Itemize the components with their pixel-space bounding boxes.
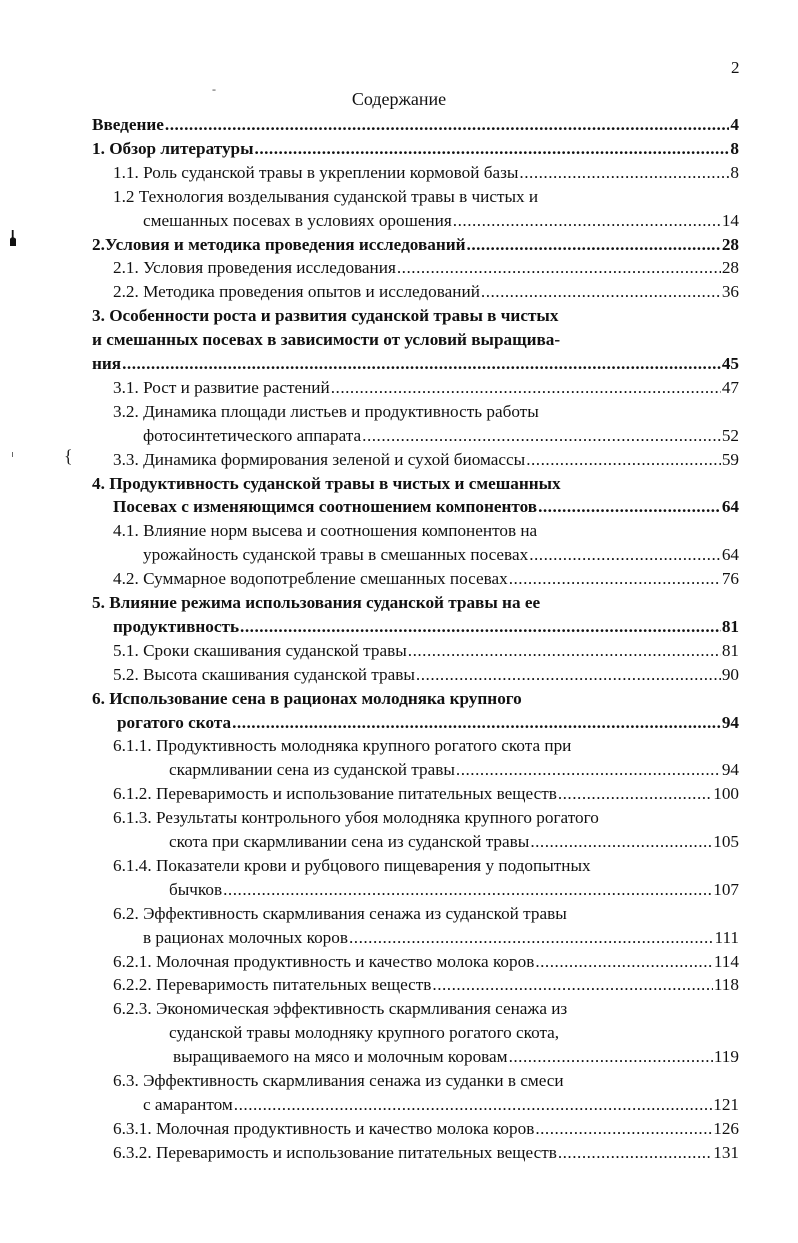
- toc-entry: [92, 113, 739, 137]
- dot-leader: [509, 567, 721, 591]
- toc-entry-page: 118: [713, 975, 739, 995]
- toc-entry-page: 114: [713, 951, 739, 971]
- dot-leader: [538, 495, 721, 519]
- toc-entry-page: 47: [721, 377, 739, 397]
- toc-entry-page: 45: [721, 354, 739, 373]
- toc-entry-line: 6.3. Эффективность скармливания сенажа из суданки в смеси: [113, 1071, 564, 1090]
- toc-entry: [113, 495, 739, 519]
- toc-entry-title: Посевах с изменяющимся соотношением компонентов: [113, 497, 538, 517]
- dot-leader: [535, 1117, 712, 1141]
- dot-leader: [397, 256, 721, 280]
- dot-leader: [481, 280, 721, 304]
- toc-entry-page: 76: [721, 569, 739, 589]
- toc-entry-title: 3.1. Рост и развитие растений: [113, 377, 330, 397]
- toc-entry-title: бычков: [169, 879, 223, 899]
- toc-entry-line: 3. Особенности роста и развития суданской травы в чистых: [92, 306, 559, 326]
- dot-leader: [408, 639, 721, 663]
- toc-entry-line: 6.2.3. Экономическая эффективность скармливания сенажа из: [113, 999, 568, 1019]
- toc-entry: [113, 161, 739, 185]
- toc-entry-page: 105: [713, 832, 739, 851]
- toc-entry: [173, 1045, 739, 1069]
- toc-entry-line: 6.1.1. Продуктивность молодняка крупного рогатого скота при: [113, 736, 572, 756]
- toc-entry: [143, 543, 739, 567]
- toc-entry-line: и смешанных посевах в зависимости от условий выращива-: [92, 330, 561, 350]
- dot-leader: [530, 830, 712, 854]
- toc-entry-line: 3.2. Динамика площади листьев и продуктивность работы: [113, 401, 539, 421]
- toc-entry: [113, 639, 739, 663]
- toc-entry-page: 28: [721, 258, 739, 278]
- toc-entry: [92, 137, 739, 161]
- toc-entry-title: 6.2.2. Переваримость питательных веществ: [113, 975, 432, 995]
- toc-entry-title: с амарантом: [143, 1094, 233, 1114]
- toc-entry-title: 6.1.2. Переваримость и использование питательных веществ: [113, 784, 557, 804]
- dot-leader: [509, 1045, 713, 1069]
- toc-entry: [143, 1093, 739, 1117]
- toc-entry-page: 52: [721, 425, 739, 445]
- toc-entry-line: 4.1. Влияние норм высева и соотношения компонентов на: [113, 521, 538, 541]
- toc-entry-title: смешанных посевах в условиях орошения: [143, 210, 452, 230]
- toc-entry-title: продуктивность: [113, 616, 240, 636]
- toc-entry-title: скармливании сена из суданской травы: [169, 760, 455, 780]
- scan-artifact-tick: [12, 452, 13, 457]
- toc-entry-page: 94: [721, 760, 739, 780]
- dot-leader: [535, 950, 713, 974]
- toc-entry: [92, 233, 739, 257]
- toc-entry-line: 6. Использование сена в рационах молодняка крупного: [92, 688, 522, 708]
- dot-leader: [519, 161, 729, 185]
- toc-entry-line: 5. Влияние режима использования суданской травы на ее: [92, 593, 541, 612]
- toc-entry-page: 64: [721, 497, 739, 517]
- toc-entry: [169, 878, 739, 902]
- toc-entry-title: 3.3. Динамика формирования зеленой и сухой биомассы: [113, 449, 526, 469]
- dot-leader: [526, 448, 721, 472]
- page-title: Содержание: [351, 89, 447, 109]
- toc-entry-page: 111: [714, 927, 739, 947]
- dot-leader: [529, 543, 721, 567]
- toc-entry-title: 1. Обзор литературы: [92, 138, 254, 158]
- toc-entry: [113, 448, 739, 472]
- dot-leader: [558, 782, 712, 806]
- toc-entry-title: 6.2.1. Молочная продуктивность и качество молока коров: [113, 951, 535, 971]
- toc-entry: [113, 256, 739, 280]
- toc-entry: [143, 424, 739, 448]
- toc-entry: [113, 1117, 739, 1141]
- toc-entry-title: рогатого скота: [117, 712, 232, 732]
- toc-entry-page: 94: [721, 712, 739, 732]
- dot-leader: [255, 137, 730, 161]
- page-number: 2: [731, 58, 740, 77]
- toc-entry-page: 81: [721, 640, 739, 660]
- toc-entry-title: выращиваемого на мясо и молочным коровам: [173, 1047, 508, 1067]
- toc-entry-line: 6.1.3. Результаты контрольного убоя молодняка крупного рогатого: [113, 808, 599, 828]
- toc-entry-page: 8: [730, 162, 739, 182]
- toc-entry-title: в рационах молочных коров: [143, 927, 348, 947]
- stray-mark: -: [212, 82, 216, 96]
- toc-entry-page: 59: [721, 449, 739, 469]
- toc-entry-title: Введение: [92, 115, 164, 134]
- toc-entry: [117, 711, 739, 735]
- toc-entry-page: 121: [713, 1094, 739, 1114]
- toc-entry: [113, 782, 739, 806]
- toc-entry: [113, 1141, 739, 1165]
- toc-entry-line: суданской травы молодняку крупного рогатого скота,: [169, 1023, 560, 1043]
- toc-entry-title: скота при скармливании сена из суданской травы: [169, 832, 530, 851]
- toc-entry-title: 2.1. Условия проведения исследования: [113, 258, 396, 278]
- dot-leader: [558, 1141, 712, 1165]
- toc-entry-page: 14: [721, 210, 739, 230]
- toc-entry: [113, 663, 739, 687]
- toc-entry-line: 6.2. Эффективность скармливания сенажа из суданской травы: [113, 903, 567, 923]
- toc-entry: [169, 758, 739, 782]
- scan-artifact-bracket: {: [64, 446, 73, 466]
- dot-leader: [416, 663, 721, 687]
- dot-leader: [456, 758, 721, 782]
- dot-leader: [240, 615, 721, 639]
- toc-entry: [143, 209, 739, 233]
- dot-leader: [362, 424, 721, 448]
- dot-leader: [234, 1093, 712, 1117]
- toc-entry-page: 36: [721, 282, 739, 302]
- toc-entry-title: 6.3.2. Переваримость и использование питательных веществ: [113, 1142, 557, 1162]
- dot-leader: [122, 352, 721, 376]
- toc-entry-title: 2.Условия и методика проведения исследований: [92, 234, 466, 254]
- toc-entry-page: 28: [721, 234, 739, 254]
- toc-entry-page: 4: [730, 115, 739, 134]
- dot-leader: [223, 878, 712, 902]
- toc-entry: [92, 352, 739, 376]
- toc-entry-page: 119: [713, 1047, 739, 1067]
- toc-entry-page: 107: [713, 879, 739, 899]
- toc-entry-page: 64: [721, 545, 739, 565]
- toc-entry-page: 90: [721, 664, 739, 684]
- toc-entry-title: 4.2. Суммарное водопотребление смешанных посевах: [113, 569, 508, 589]
- scan-artifact-left: [10, 230, 16, 246]
- toc-entry: [113, 615, 739, 639]
- toc-entry: [113, 280, 739, 304]
- toc-entry-line: 6.1.4. Показатели крови и рубцового пищеварения у подопытных: [113, 855, 591, 875]
- toc-entry-line: 4. Продуктивность суданской травы в чистых и смешанных: [92, 473, 561, 493]
- toc-entry-title: 6.3.1. Молочная продуктивность и качество молока коров: [113, 1118, 535, 1138]
- dot-leader: [331, 376, 721, 400]
- toc-entry: [113, 950, 739, 974]
- toc-entry-title: фотосинтетического аппарата: [143, 425, 362, 445]
- toc-entry-title: 1.1. Роль суданской травы в укреплении кормовой базы: [113, 162, 519, 182]
- toc-entry: [143, 926, 739, 950]
- toc-entry-line: 1.2 Технология возделывания суданской травы в чистых и: [113, 186, 539, 206]
- toc-entry: [113, 973, 739, 997]
- toc-entry-page: 131: [713, 1142, 739, 1162]
- toc-entry-title: 2.2. Методика проведения опытов и исследований: [113, 282, 480, 302]
- toc-entry: [113, 376, 739, 400]
- toc-entry-title: 5.2. Высота скашивания суданской травы: [113, 664, 415, 684]
- dot-leader: [165, 113, 730, 137]
- toc-entry-title: 5.1. Сроки скашивания суданской травы: [113, 640, 407, 660]
- dot-leader: [467, 233, 721, 257]
- toc-entry-page: 8: [730, 138, 739, 158]
- toc-entry-page: 100: [713, 784, 739, 804]
- toc-entry-title: ния: [92, 354, 122, 373]
- toc-entry-title: урожайность суданской травы в смешанных посевах: [143, 545, 529, 565]
- toc-entry-page: 81: [721, 616, 739, 636]
- dot-leader: [453, 209, 721, 233]
- dot-leader: [232, 711, 721, 735]
- dot-leader: [432, 973, 712, 997]
- toc-entry: [169, 830, 739, 854]
- toc-entry: [113, 567, 739, 591]
- toc-entry-page: 126: [713, 1118, 739, 1138]
- dot-leader: [349, 926, 714, 950]
